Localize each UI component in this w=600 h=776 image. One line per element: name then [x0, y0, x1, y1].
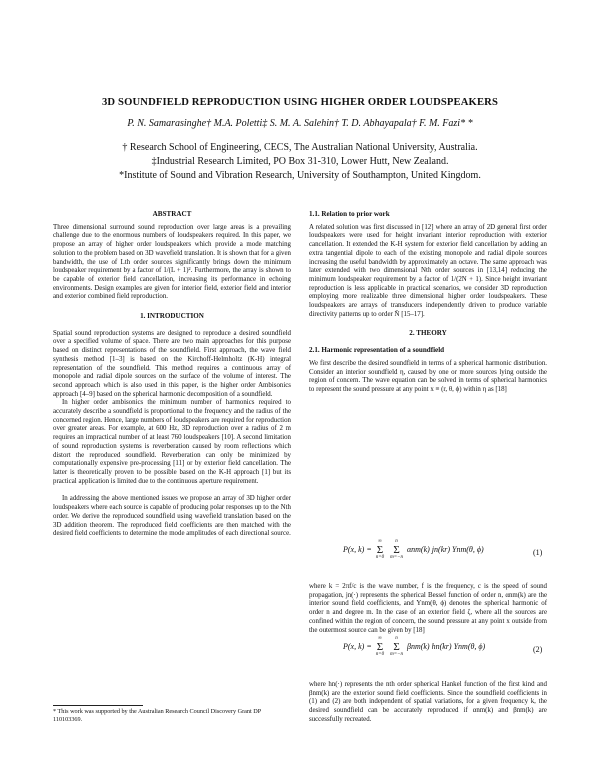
sum-lower-limit: m=−n [390, 652, 403, 657]
footnote: * This work was supported by the Australian Research Council Discovery Grant DP 110103369. [53, 708, 261, 723]
equation-1-rhs: αnm(k) jn(kr) Ynm(θ, ϕ) [406, 544, 484, 554]
left-column [53, 210, 291, 539]
affiliation-irl: ‡Industrial Research Limited, PO Box 31-310, Lower Hutt, New Zealand. [151, 156, 449, 167]
subsection-1-1-heading: 1.1. Relation to prior work [309, 210, 390, 218]
equation-2-lhs: P(x, k) = [343, 641, 372, 651]
equation-2-rhs: βnm(k) hn(kr) Ynm(θ, ϕ) [406, 641, 486, 651]
summation-symbol: Σ [376, 544, 384, 556]
intro-paragraph-1: Spatial sound reproduction systems are designed to reproduce a desired soundfield over a specified volume of space. There are two main approaches for this purpose based on distinct representations of the soundfield. First approach, the wave field synthesis method [1–3] is based on the Kirchoff-Helmholtz (K-H) integral representation of the soundfield. This method requires a continuous array of monopole and radial dipole sources on the surface of the volume of interest. The second approach which is also used in this paper, is the higher order Ambisonics approach [4–9] based on the spherical harmonic decomposition of a soundfield. [53, 329, 291, 398]
summation-symbol: Σ [376, 641, 384, 653]
sum-upper-limit: n [395, 636, 398, 641]
introduction-heading: 1. INTRODUCTION [140, 312, 204, 321]
sum-lower-limit: n=0 [375, 555, 385, 560]
right-column-top [309, 210, 547, 395]
abstract-text: Three dimensional surround sound reproduction over large areas is a prevailing challenge due to the enormous numbers of loudspeakers required. In this paper, we propose an array of higher order loudspeakers which provide a mode matching solution to the problem based on 3D wavefield translation. It is shown that for a given bandwidth, the use of Lth order sources significantly brings down the minimum loudspeaker requirement by a factor of 1/(L + 1)². Furthermore, the array is shown to be capable of exterior field cancellation, increasing its performance in echoing environments. Design examples are given for interior field, exterior field and interior and exterior combined field reproduction. [53, 223, 291, 301]
equation-1-lhs: P(x, k) = [343, 544, 372, 554]
sum-upper-limit: n [395, 539, 398, 544]
equation-1-explanation [309, 583, 547, 635]
intro-paragraph-3: In addressing the above mentioned issues we propose an array of 3D higher order loudspeakers where each source is capable of producing polar responses up to the Nth order. We derive the reproduced soundfield using wavefield translation based on the 3D addition theorem. The reproduced field coefficients are then matched with the desired field coefficients to determine the mode amplitudes of each directional source. [53, 495, 291, 538]
subsection-2-1-text: We first describe the desired soundfield in terms of a spherical harmonic distribution. Consider an interior soundfield η, caused by one or more sources lying outside the region of concern. The wave equation can be solved in terms of spherical harmonics to represent the sound pressure at any point x ≡ (r, θ, ϕ) within η as [18] [309, 359, 547, 393]
affiliation-isvr: *Institute of Sound and Vibration Research, University of Southampton, United Kingdom. [119, 170, 481, 181]
equation-1-number: (1) [533, 548, 543, 557]
summation-symbol: Σ [393, 544, 400, 556]
equation-1 [343, 539, 484, 561]
author-list: P. N. Samarasinghe† M.A. Poletti‡ S. M. A. Salehin† T. D. Abhayapala† F. M. Fazi* * [127, 118, 473, 129]
sum-lower-limit: m=−n [390, 555, 403, 560]
subsection-2-1-heading: 2.1. Harmonic representation of a soundfield [309, 346, 445, 355]
paper-title: 3D SOUNDFIELD REPRODUCTION USING HIGHER ORDER LOUDSPEAKERS [101, 97, 498, 108]
sum-lower-limit: n=0 [375, 652, 385, 657]
intro-paragraph-2: In higher order ambisonics the minimum number of harmonics required to accurately describe a soundfield is proportional to the frequency and the radius of the concerned region. Hence, large numbers of loudspeakers are required for reproduction over greater areas. For example, at 600 Hz, 3D reproduction over a radius of 2 m requires an impractical number of at least 760 loudspeakers [10]. A second limitation of sound reproduction systems is reverberation caused by room reflections which distort the reproduced soundfield. Reverberation can only be minimized by computationally expensive pre-processing [11] or by exterior field cancellation. The latter is theoretically proven to be possible based on the K-H approach [1] but its practical application is limited due to the continuous aperture requirement. [53, 399, 291, 485]
equation-2-number: (2) [533, 645, 543, 654]
abstract-heading: ABSTRACT [152, 210, 192, 218]
sum-upper-limit: ∞ [378, 636, 382, 641]
affiliation-anu: † Research School of Engineering, CECS, The Australian National University, Australia. [122, 142, 478, 153]
equation-2 [343, 636, 485, 658]
equation-1-text: where k = 2πf/c is the wave number, f is the frequency, c is the speed of sound propagation, jn(·) represents the spherical Bessel function of order n, αnm(k) are the interior sound field coefficients, and Ynm(θ, ϕ) denotes the spherical harmonic of order n and degree m. In the case of an exterior field ζ, where all the sources are confined within the region of concern, the sound pressure at any point x outside from the outermost source can be given by [18] [309, 583, 547, 634]
subsection-1-1-text: A related solution was first discussed in [12] where an array of 2D general first order loudspeakers were used for height invariant interior reproduction with exterior cancellation. It extended the K-H system for exterior field cancellation by adding an extra tangential dipole to each of the existing monopole and radial dipole sources increasing the useful bandwidth by approximately an octave. The same approach was later extended with two dimensional Nth order sources in [13,14] reducing the minimum loudspeaker requirement by a factor of 1/(2N + 1). Since height invariant reproduction is less applicable in practical scenarios, we consider 3D reproduction employing more realizable three dimensional higher order loudspeakers. These loudspeakers are arrays of transducers independently driven to produce variable directivity patterns up to order N̄ [15–17]. [309, 223, 547, 318]
sum-upper-limit: ∞ [378, 539, 382, 544]
footnote-rule [53, 705, 143, 706]
summation-symbol: Σ [393, 641, 400, 653]
theory-heading: 2. THEORY [409, 329, 447, 338]
equation-2-explanation [309, 681, 547, 725]
equation-2-text: where hn(·) represents the nth order spherical Hankel function of the first kind and βnm(k) are the exterior sound field coefficients. Since the soundfield coefficients in (1) and (2) are both independent of spatial variations, for a given frequency k, the desired soundfield can be accurately reproduced if αnm(k) and βnm(k) are successfully recreated. [309, 681, 547, 723]
